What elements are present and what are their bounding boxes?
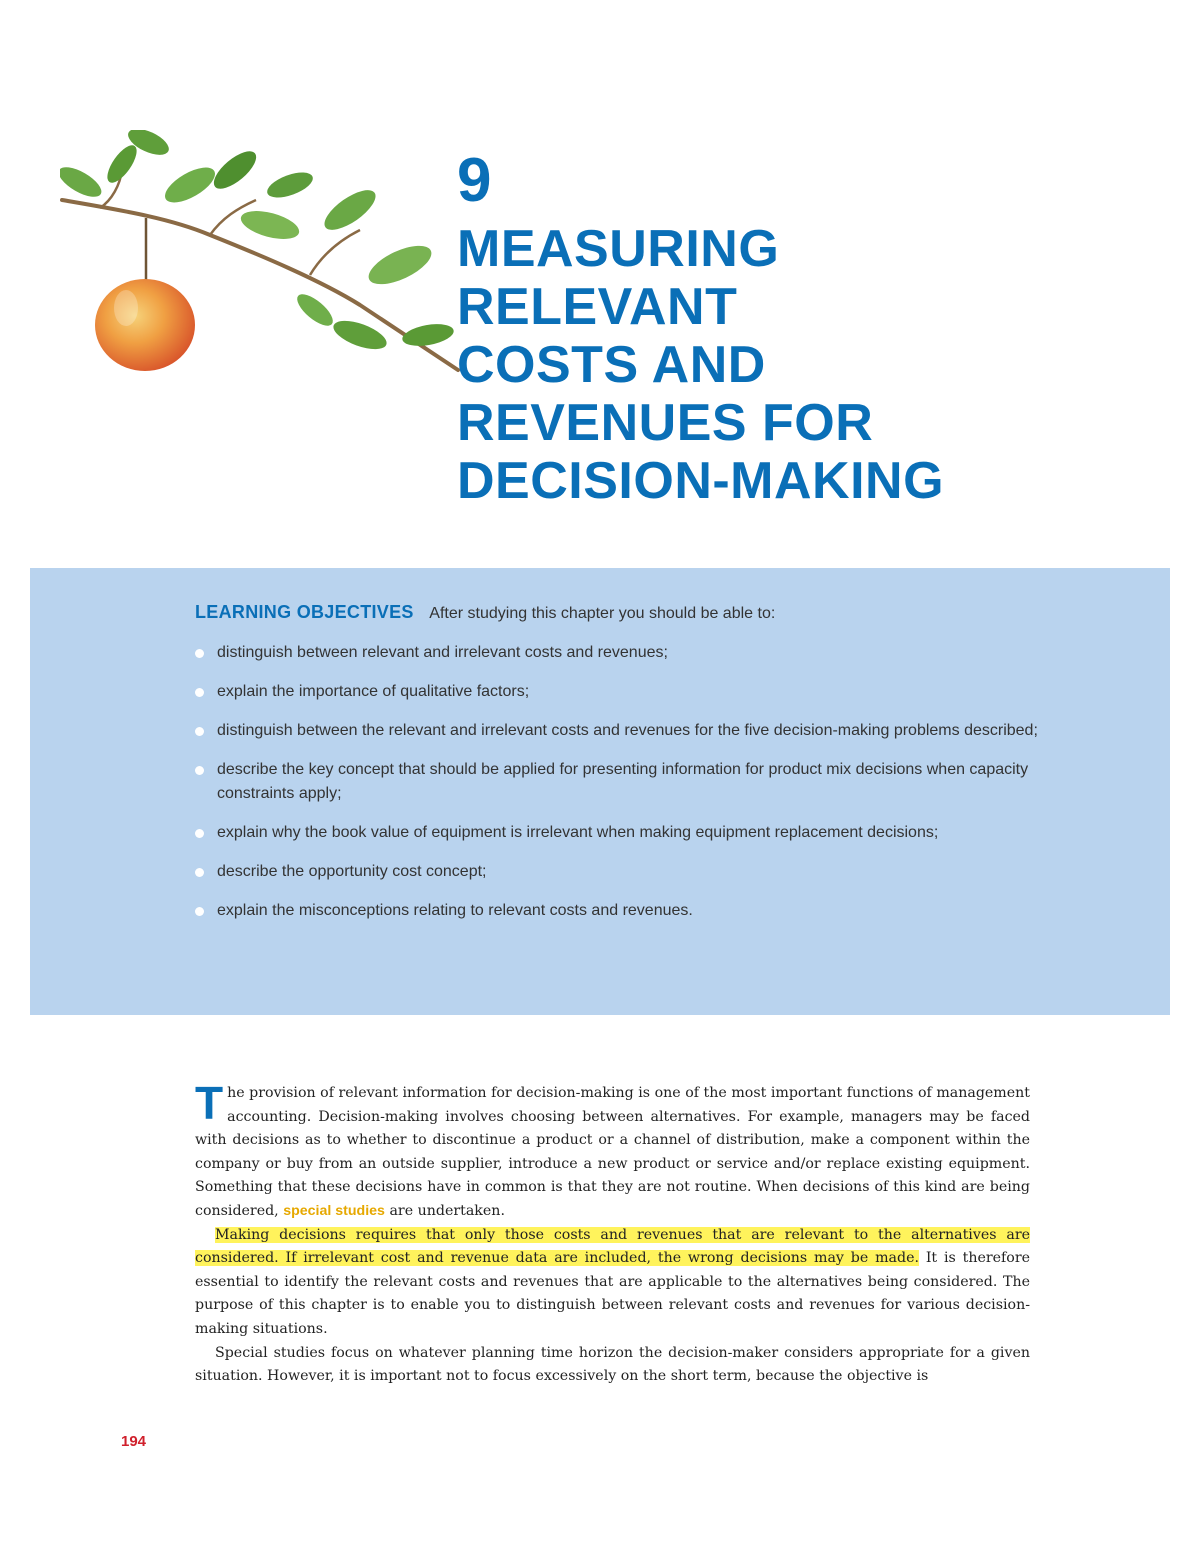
paragraph-text: Special studies focus on whatever planning time horizon the decision-maker considers appropriate for a given situation. However, it is important not to focus excessively on the short term, because the objective is — [195, 1344, 1030, 1385]
bullet-icon — [195, 829, 204, 838]
paragraph-text: are undertaken. — [389, 1202, 505, 1219]
chapter-title-line: COSTS AND — [457, 336, 766, 394]
chapter-title-line: MEASURING — [457, 220, 780, 278]
objective-text: distinguish between relevant and irrelevant costs and revenues; — [217, 644, 668, 661]
bullet-icon — [195, 907, 204, 916]
chapter-title-line: RELEVANT — [457, 278, 738, 336]
chapter-title-line: DECISION-MAKING — [457, 452, 945, 510]
body-paragraph — [195, 1342, 1030, 1389]
objective-item — [195, 680, 1045, 704]
learning-objectives-heading — [195, 602, 1170, 623]
objective-item — [195, 719, 1045, 743]
objective-item — [195, 641, 1045, 665]
objective-item — [195, 899, 1045, 923]
body-paragraph — [195, 1077, 1030, 1224]
bullet-icon — [195, 727, 204, 736]
bullet-icon — [195, 688, 204, 697]
bullet-icon — [195, 649, 204, 658]
objective-text: explain the importance of qualitative factors; — [217, 683, 530, 700]
objective-text: describe the key concept that should be applied for presenting information for product mix decisions when capacity constraints apply; — [217, 761, 1029, 802]
objective-text: distinguish between the relevant and irrelevant costs and revenues for the five decision-making problems described; — [217, 722, 1038, 739]
chapter-title-line: REVENUES FOR — [457, 394, 874, 452]
objective-item — [195, 758, 1045, 806]
learning-objectives-label: LEARNING OBJECTIVES — [195, 602, 414, 622]
chapter-number: 9 — [457, 146, 493, 215]
learning-objectives-box — [30, 568, 1170, 1015]
apple-branch-illustration — [60, 130, 460, 390]
bullet-icon — [195, 766, 204, 775]
bullet-icon — [195, 868, 204, 877]
objective-text: describe the opportunity cost concept; — [217, 863, 487, 880]
body-paragraph — [195, 1224, 1030, 1342]
objective-item — [195, 821, 1045, 845]
highlighted-text: Making decisions requires that only those costs and revenues that are relevant to the alternatives are considered. If irrelevant cost and revenue data are included, the wrong decisions may be made. — [195, 1226, 1030, 1267]
learning-objectives-list — [195, 641, 1045, 923]
objective-text: explain why the book value of equipment is irrelevant when making equipment replacement decisions; — [217, 824, 939, 841]
objective-text: explain the misconceptions relating to relevant costs and revenues. — [217, 902, 693, 919]
chapter-title — [457, 220, 1157, 510]
learning-objectives-intro: After studying this chapter you should be able to: — [429, 605, 776, 622]
paragraph-text: he provision of relevant information for decision-making is one of the most important functions of management accounting. Decision-making involves choosing between alternatives. For example, managers may be faced with decisions as to whether to discontinue a product or a channel of distribution, make a component within the company or buy from an outside supplier, introduce a new product or service and/or replace existing equipment. Something that these decisions have in common is that they are not routine. When decisions of this kind are being considered, — [195, 1085, 1030, 1219]
chapter-heading — [457, 146, 1157, 510]
paragraph-text: It is therefore essential to identify the relevant costs and revenues that are applicable to the alternatives being considered. The purpose of this chapter is to enable you to distinguish between relevant costs and revenues for various decision-making situations. — [195, 1250, 1030, 1337]
chapter-body — [195, 1077, 1030, 1389]
drop-cap: T — [195, 1077, 224, 1129]
key-term-special-studies[interactable]: special studies — [283, 1202, 385, 1219]
page-number: 194 — [121, 1433, 147, 1450]
objective-item — [195, 860, 1045, 884]
